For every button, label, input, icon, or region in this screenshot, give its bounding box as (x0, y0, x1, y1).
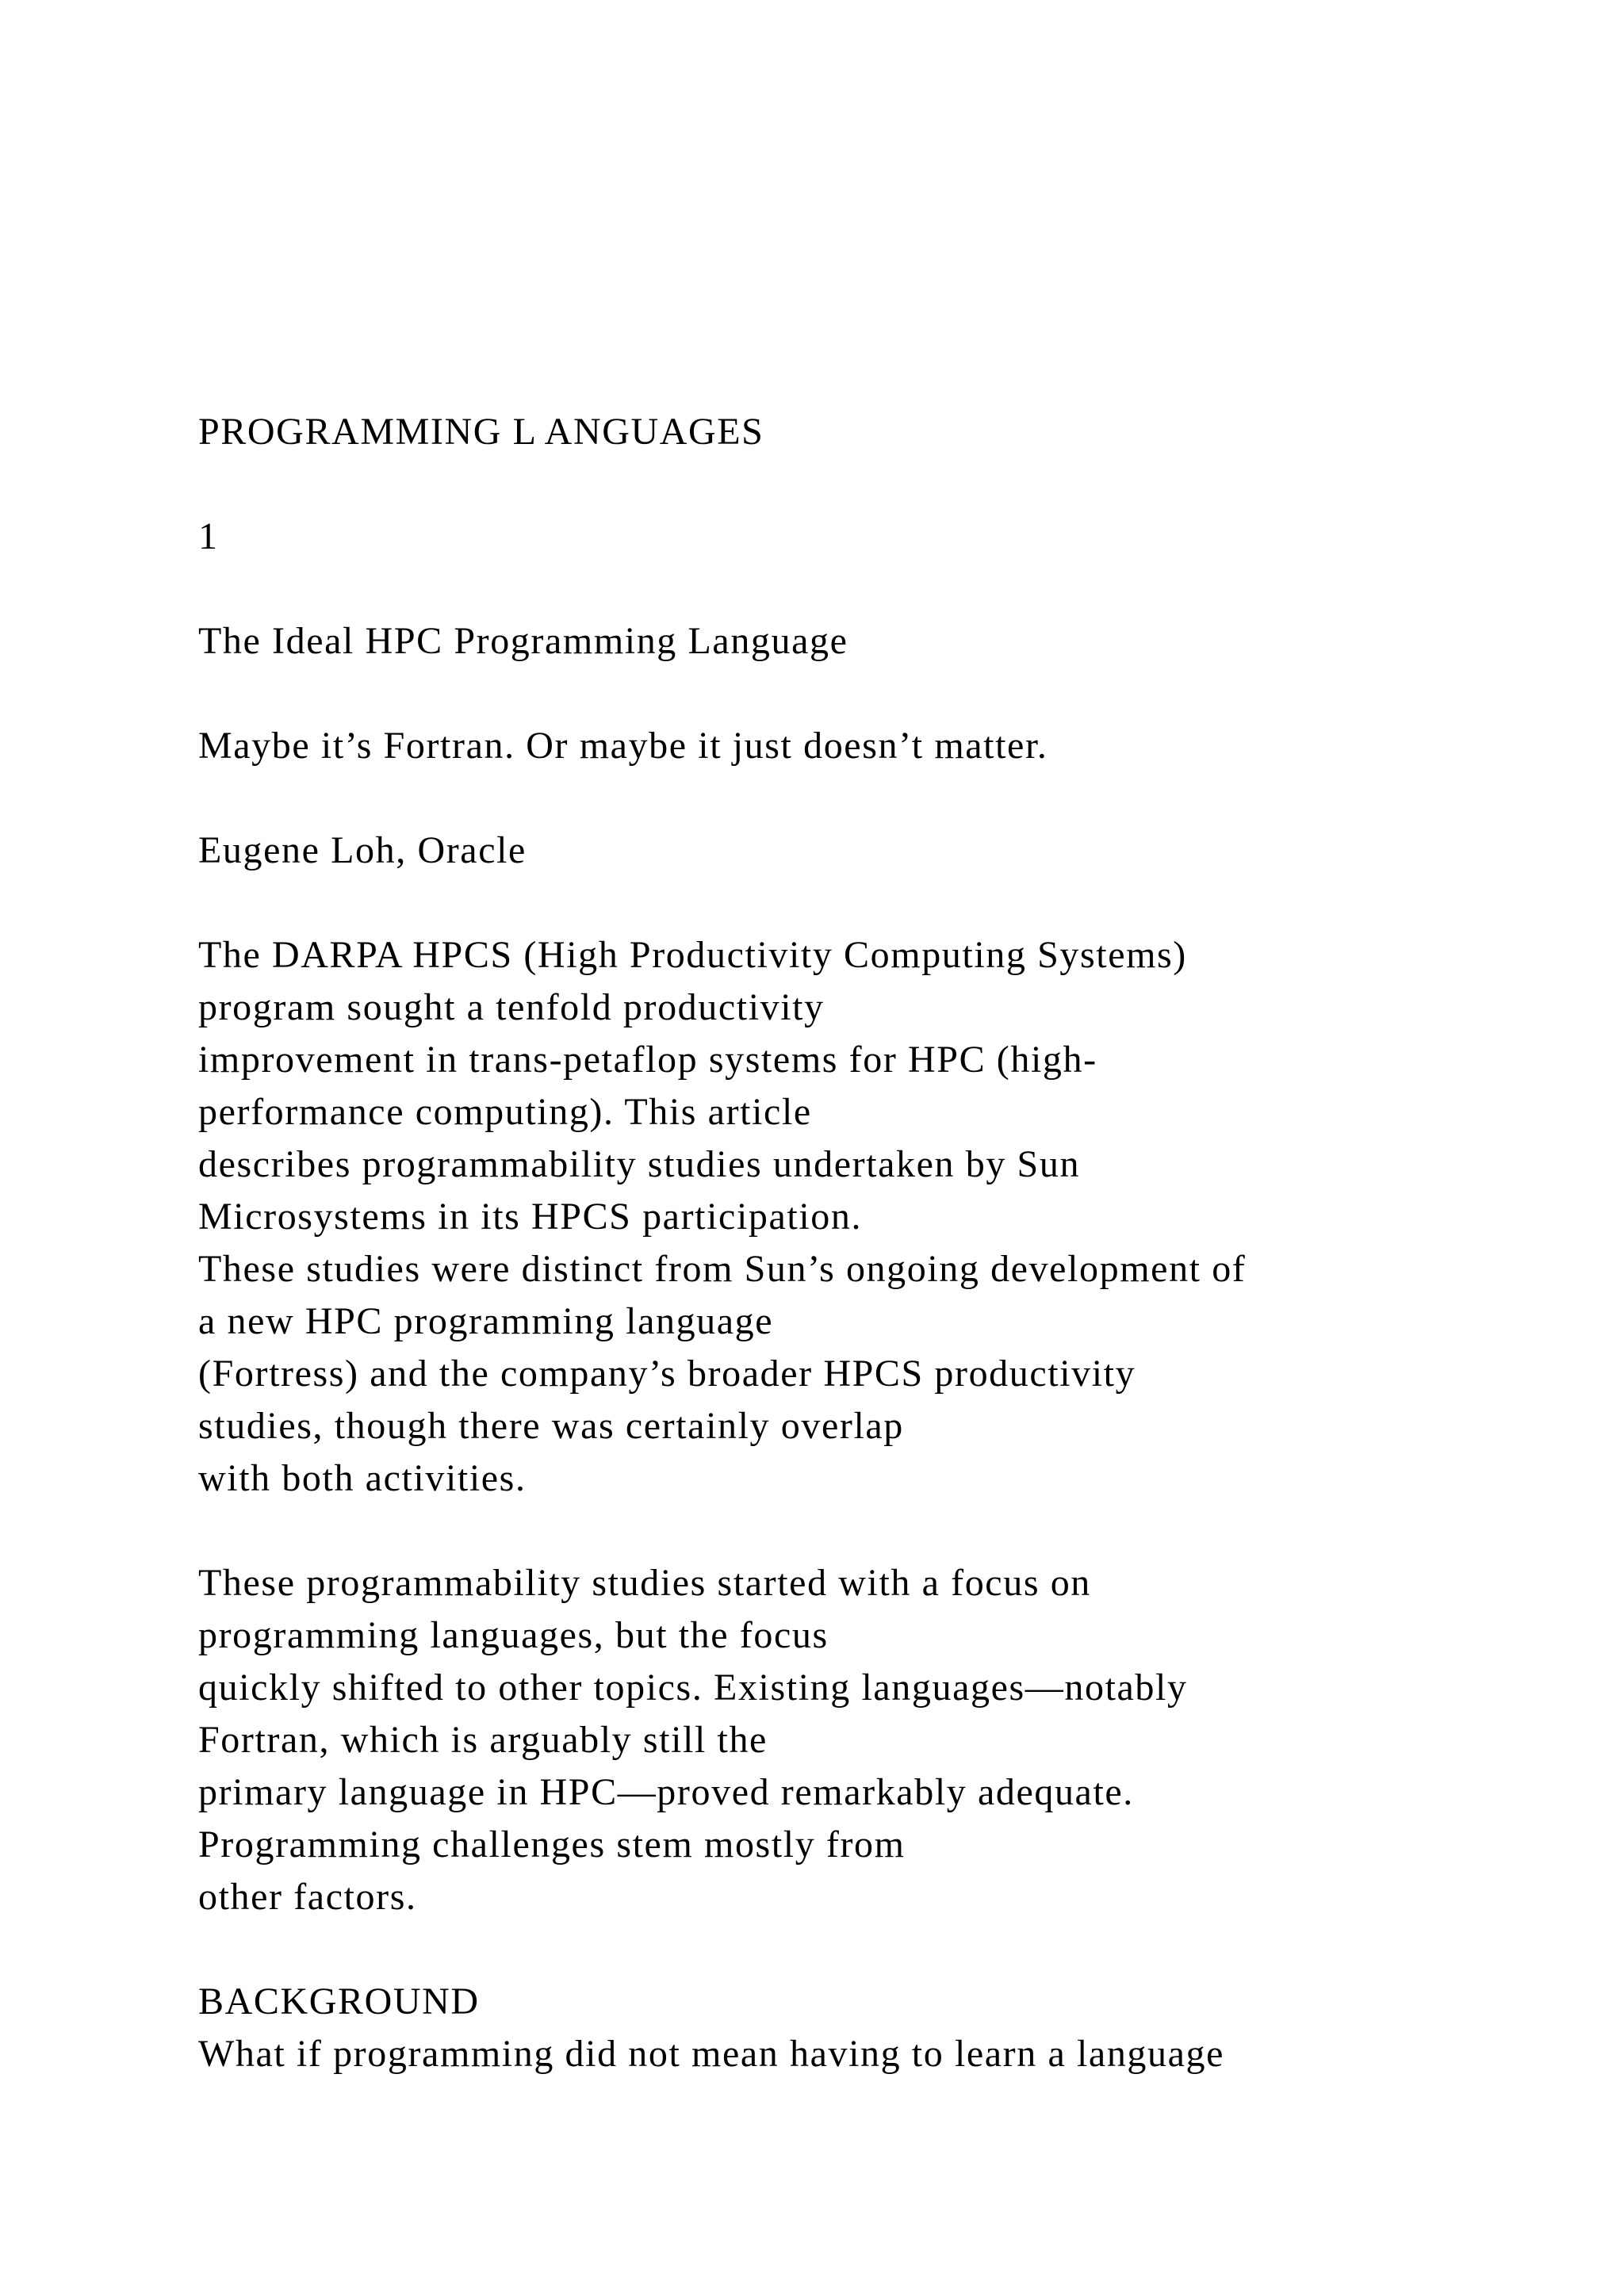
text-line: primary language in HPC—proved remarkably adequate. (198, 1771, 1134, 1813)
document-page (198, 406, 1546, 2080)
paragraph-intro (198, 929, 1546, 1505)
text-line: (Fortress) and the company’s broader HPCS productivity (198, 1353, 1136, 1395)
section-text-line: What if programming did not mean having to learn a language (198, 2033, 1225, 2075)
text-line: These studies were distinct from Sun’s ongoing development of (198, 1248, 1247, 1290)
text-line: These programmability studies started with a focus on (198, 1562, 1091, 1604)
text-line: program sought a tenfold productivity (198, 986, 825, 1028)
article-subtitle: Maybe it’s Fortran. Or maybe it just doesn’t matter. (198, 725, 1048, 767)
text-line: programming languages, but the focus (198, 1614, 829, 1656)
article-title: The Ideal HPC Programming Language (198, 620, 848, 662)
text-line: describes programmability studies undertaken by Sun (198, 1143, 1081, 1185)
section-heading: BACKGROUND (198, 1980, 480, 2022)
text-line: with both activities. (198, 1457, 527, 1499)
running-header: PROGRAMMING L ANGUAGES (198, 411, 764, 453)
text-line: other factors. (198, 1876, 417, 1918)
author-line: Eugene Loh, Oracle (198, 829, 527, 871)
page-number: 1 (198, 515, 219, 557)
paragraph-focus (198, 1557, 1546, 1923)
text-line: a new HPC programming language (198, 1300, 774, 1342)
text-line: improvement in trans-petaflop systems for HPC (high- (198, 1039, 1097, 1081)
text-line: studies, though there was certainly overlap (198, 1405, 904, 1447)
text-line: quickly shifted to other topics. Existing languages—notably (198, 1667, 1188, 1709)
text-line: Programming challenges stem mostly from (198, 1823, 906, 1866)
text-line: Fortran, which is arguably still the (198, 1719, 768, 1761)
text-line: Microsystems in its HPCS participation. (198, 1196, 863, 1238)
text-line: The DARPA HPCS (High Productivity Computing Systems) (198, 934, 1187, 976)
text-line: performance computing). This article (198, 1091, 812, 1133)
